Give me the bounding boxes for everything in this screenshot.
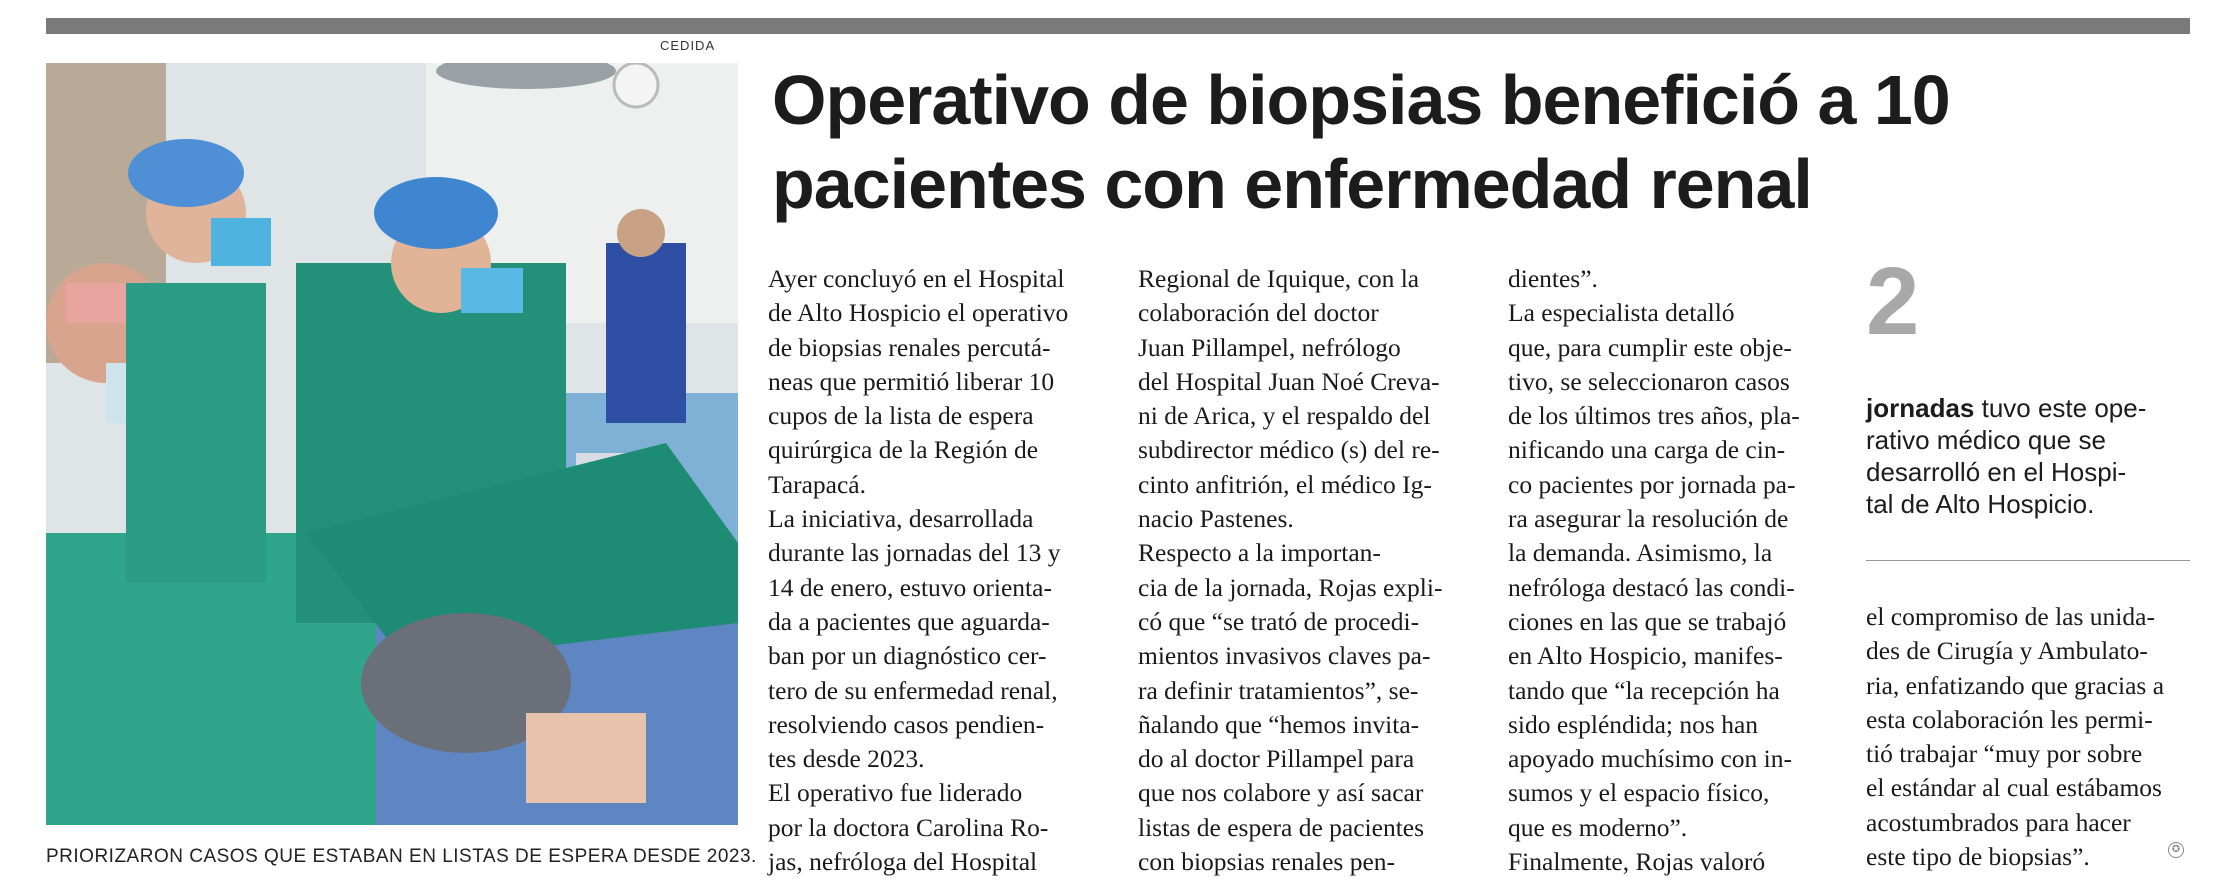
body-column-4: el compromiso de las unida- des de Cirugía y Ambulato- ria, enfatizando que gracias a esta colaboración les permi- tió trabajar “muy por sobre el estándar al cual estábamos acostumbrados para hacer este tipo de biopsias”. <box>1866 602 2165 872</box>
body-column-3: dientes”. La especialista detalló que, para cumplir este obje- tivo, se seleccionaron casos de los últimos tres años, pla- nificando una carga de cin- co pacientes por jornada pa- ra asegurar la resolución de la demanda. Asimismo, la nefróloga destacó las condi- ciones en las que se trabajó en Alto Hospicio, manifes- tando que “la recepción ha sido espléndida; nos han apoyado muchísimo con in- sumos y el espacio físico, que es moderno”. Finalmente, Rojas valoró <box>1508 264 1800 877</box>
end-of-article-icon: ✪ <box>2168 842 2184 858</box>
stat-rest: tuvo este ope- rativo médico que se desarrolló en el Hospi- tal de Alto Hospicio. <box>1866 393 2147 519</box>
top-rule-bar <box>46 18 2190 34</box>
body-column-2: Regional de Iquique, con la colaboración del doctor Juan Pillampel, nefrólogo del Hospital Juan Noé Creva- ni de Arica, y el respaldo del subdirector médico (s) del re- cinto anfitrión, el médico Ig- nacio Pastenes. Respecto a la importan- cia de la jornada, Rojas expli- có que “se trató de procedi- mientos invasivos claves pa- ra definir tratamientos”, se- ñalando que “hemos invita- do al doctor Pillampel para que nos colabore y así sacar listas de espera de pacientes con biopsias renales pen- <box>1138 264 1443 877</box>
stat-bold-word: jornadas <box>1866 393 1975 423</box>
stat-divider <box>1866 560 2190 561</box>
article-photo <box>46 63 738 825</box>
stat-number: 2 <box>1866 248 1920 355</box>
photo-caption: PRIORIZARON CASOS QUE ESTABAN EN LISTAS DE ESPERA DESDE 2023. <box>46 846 757 867</box>
body-column-1: Ayer concluyó en el Hospital de Alto Hospicio el operativo de biopsias renales percutá- neas que permitió liberar 10 cupos de la lista de espera quirúrgica de la Región de Tarapacá. La iniciativa, desarrollada durante las jornadas del 13 y 14 de enero, estuvo orienta- da a pacientes que aguarda- ban por un diagnóstico cer- tero de su enfermedad renal, resolviendo casos pendien- tes desde 2023. El operativo fue liderado por la doctora Carolina Ro- jas, nefróloga del Hospital <box>768 264 1069 877</box>
stat-description <box>1866 392 2196 520</box>
article-headline: Operativo de biopsias benefició a 10 pacientes con enfermedad renal <box>772 61 1950 223</box>
photo-credit: CEDIDA <box>660 38 716 53</box>
